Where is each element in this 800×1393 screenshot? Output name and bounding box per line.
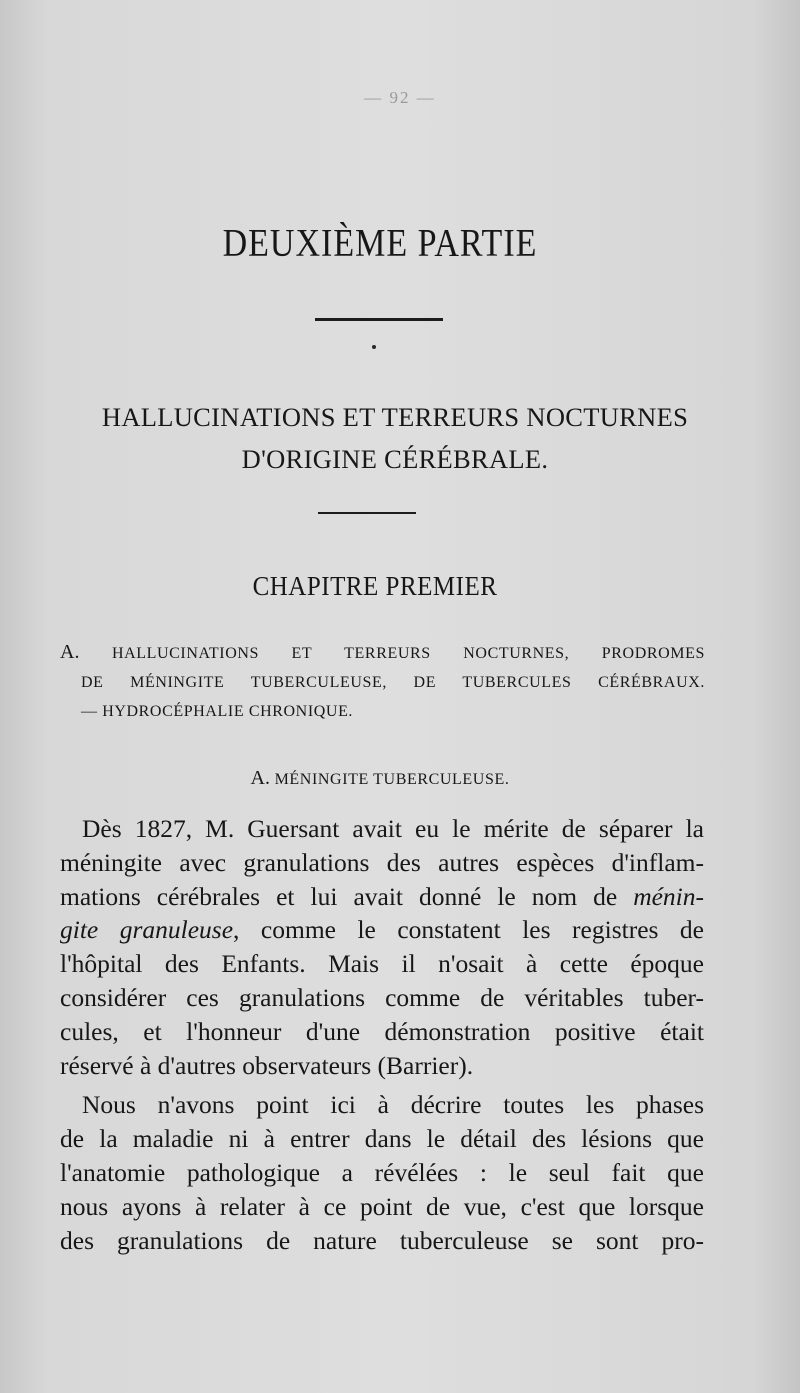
- summary-line-2: DE MÉNINGITE TUBERCULEUSE, DE TUBERCULES CÉRÉBRAUX.: [81, 674, 705, 691]
- paragraph-2-line-4: nous ayons à relater à ce point de vue, c'est que lorsque: [60, 1191, 704, 1221]
- paragraph-1-line-3-text: mations cérébrales et lui avait donné le nom de: [60, 881, 634, 911]
- divider-dot: [372, 345, 376, 349]
- subsection-mark: A.: [250, 767, 270, 789]
- italic-term: ménin-: [633, 881, 704, 911]
- section-title: [50, 396, 740, 480]
- paragraph-2-line-1: Nous n'avons point ici à décrire toutes les phases: [82, 1090, 704, 1120]
- section-title-line-1: HALLUCINATIONS ET TERREURS NOCTURNES: [101, 402, 689, 432]
- summary-line-3: — HYDROCÉPHALIE CHRONIQUE.: [81, 703, 354, 720]
- part-title: DEUXIÈME PARTIE: [222, 222, 538, 265]
- paragraph-1-line-1: Dès 1827, M. Guersant avait eu le mérite de séparer la: [82, 814, 704, 843]
- paragraph-1-line-5: l'hôpital des Enfants. Mais il n'osait à cette époque: [60, 949, 704, 979]
- paragraph-1-line-2: méningite avec granulations des autres espèces d'inflam-: [60, 847, 704, 877]
- summary-line-1-text: HALLUCINATIONS ET TERREURS NOCTURNES, PRODROMES: [111, 645, 705, 662]
- body-text: [60, 812, 704, 1257]
- paragraph-2-line-3: l'anatomie pathologique a révélées : le seul fait que: [60, 1157, 704, 1187]
- divider-rule: [315, 318, 443, 321]
- chapter-title: CHAPITRE PREMIER: [252, 572, 498, 602]
- summary-line-1: [60, 638, 705, 668]
- paragraph-1-line-3: [60, 880, 704, 914]
- section-title-line-2: D'ORIGINE CÉRÉBRALE.: [241, 444, 549, 474]
- subsection-heading: [0, 767, 760, 790]
- summary-mark: A.: [60, 641, 80, 663]
- paragraph-1-line-8: réservé à d'autres observateurs (Barrier).: [60, 1050, 474, 1080]
- paragraph-2-line-5: des granulations de nature tuberculeuse se sont pro-: [60, 1225, 704, 1255]
- subsection-text: MÉNINGITE TUBERCULEUSE.: [274, 771, 510, 788]
- chapter-summary: [60, 638, 705, 726]
- paragraph-2-line-2: de la maladie ni à entrer dans le détail des lésions que: [60, 1124, 704, 1154]
- paragraph-1-line-4-text: , comme le constatent les registres de: [233, 915, 704, 945]
- paragraph-1-line-4: [60, 913, 704, 947]
- page-number: — 92 —: [364, 88, 436, 107]
- paragraph-1-line-7: cules, et l'honneur d'une démonstration positive était: [60, 1016, 704, 1046]
- italic-term: gite granuleuse: [60, 915, 234, 945]
- divider-rule: [318, 512, 416, 514]
- paragraph-1-line-6: considérer ces granulations comme de véritables tuber-: [60, 982, 704, 1012]
